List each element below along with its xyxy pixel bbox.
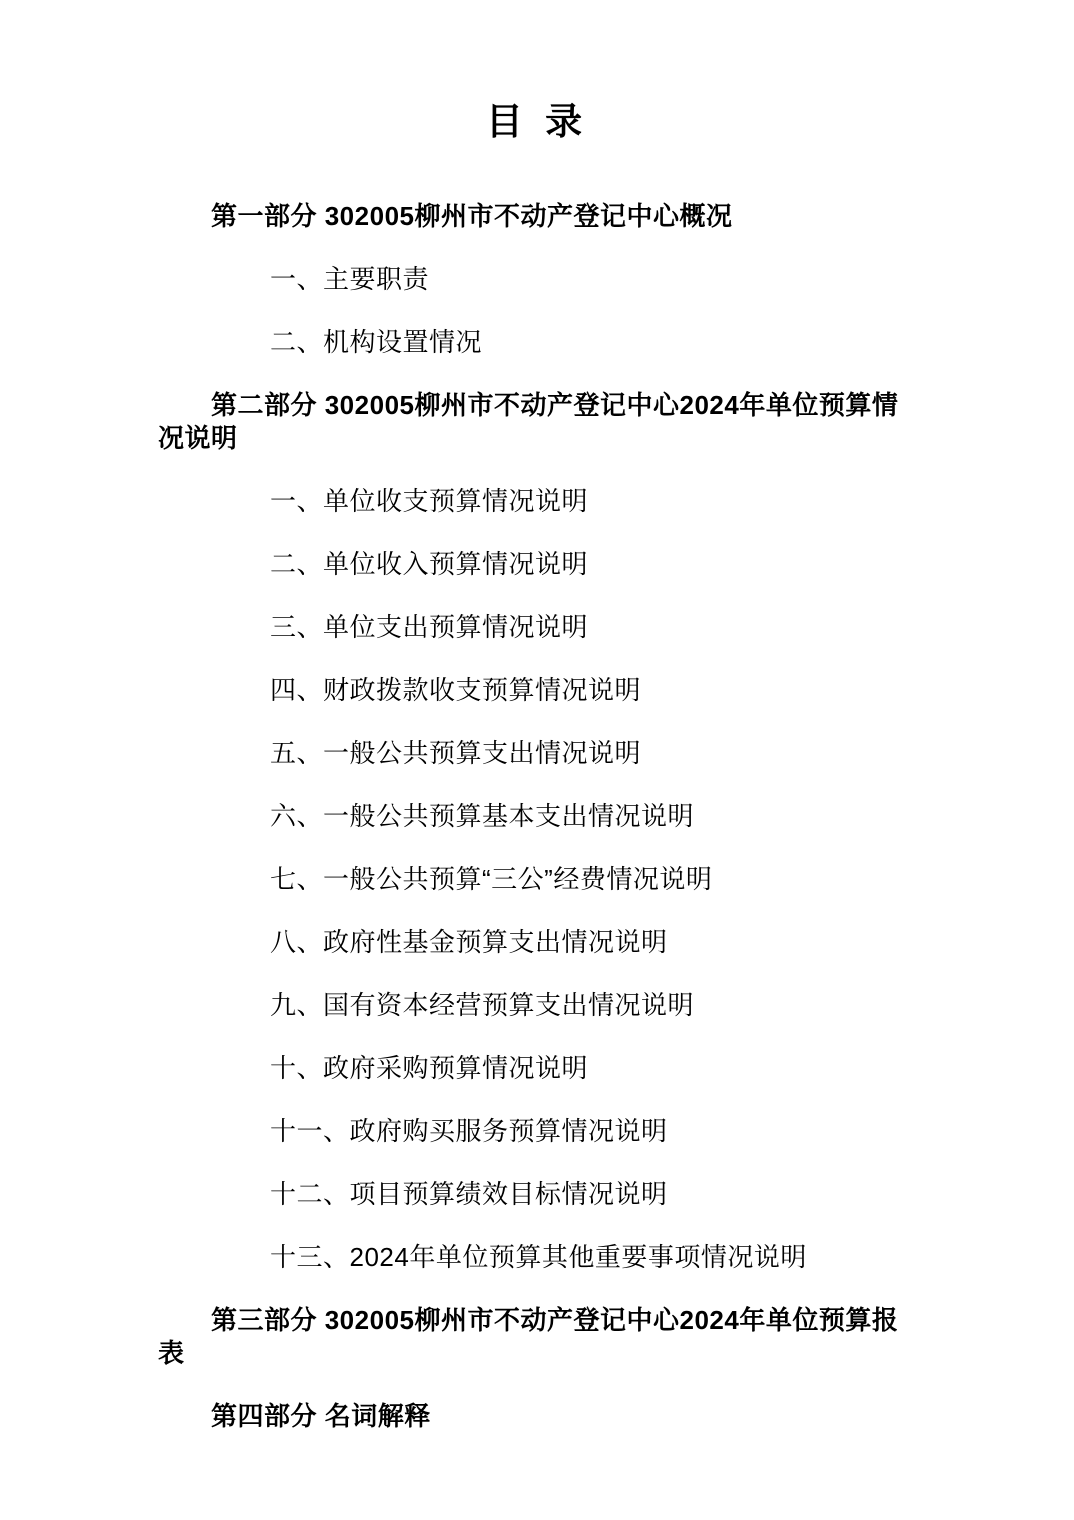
toc-part-heading: 第一部分 302005柳州市不动产登记中心概况 [211,201,733,231]
toc-part-heading: 第四部分 名词解释 [211,1401,431,1431]
toc-entry: 九、国有资本经营预算支出情况说明 [270,990,695,1020]
toc-list [158,200,916,1433]
toc-entry: 三、单位支出预算情况说明 [270,612,589,642]
toc-entry: 二、机构设置情况 [270,327,483,357]
toc-entry: 四、财政拨款收支预算情况说明 [270,675,642,705]
toc-entry: 十三、2024年单位预算其他重要事项情况说明 [270,1242,807,1272]
toc-entry: 十、政府采购预算情况说明 [270,1053,589,1083]
toc-entry: 一、单位收支预算情况说明 [270,486,589,516]
toc-entry: 十二、项目预算绩效目标情况说明 [270,1179,668,1209]
toc-entry: 一、主要职责 [270,264,430,294]
toc-entry: 八、政府性基金预算支出情况说明 [270,927,668,957]
toc-entry: 二、单位收入预算情况说明 [270,549,589,579]
toc-entry: 六、一般公共预算基本支出情况说明 [270,801,695,831]
page-title: 目 录 [485,101,589,142]
toc-part-heading: 第二部分 302005柳州市不动产登记中心2024年单位预算情况说明 [158,390,899,453]
toc-entry: 十一、政府购买服务预算情况说明 [270,1116,668,1146]
toc-part-heading: 第三部分 302005柳州市不动产登记中心2024年单位预算报表 [158,1305,899,1368]
toc-entry: 五、一般公共预算支出情况说明 [270,738,642,768]
toc-entry: 七、一般公共预算“三公”经费情况说明 [270,864,713,894]
